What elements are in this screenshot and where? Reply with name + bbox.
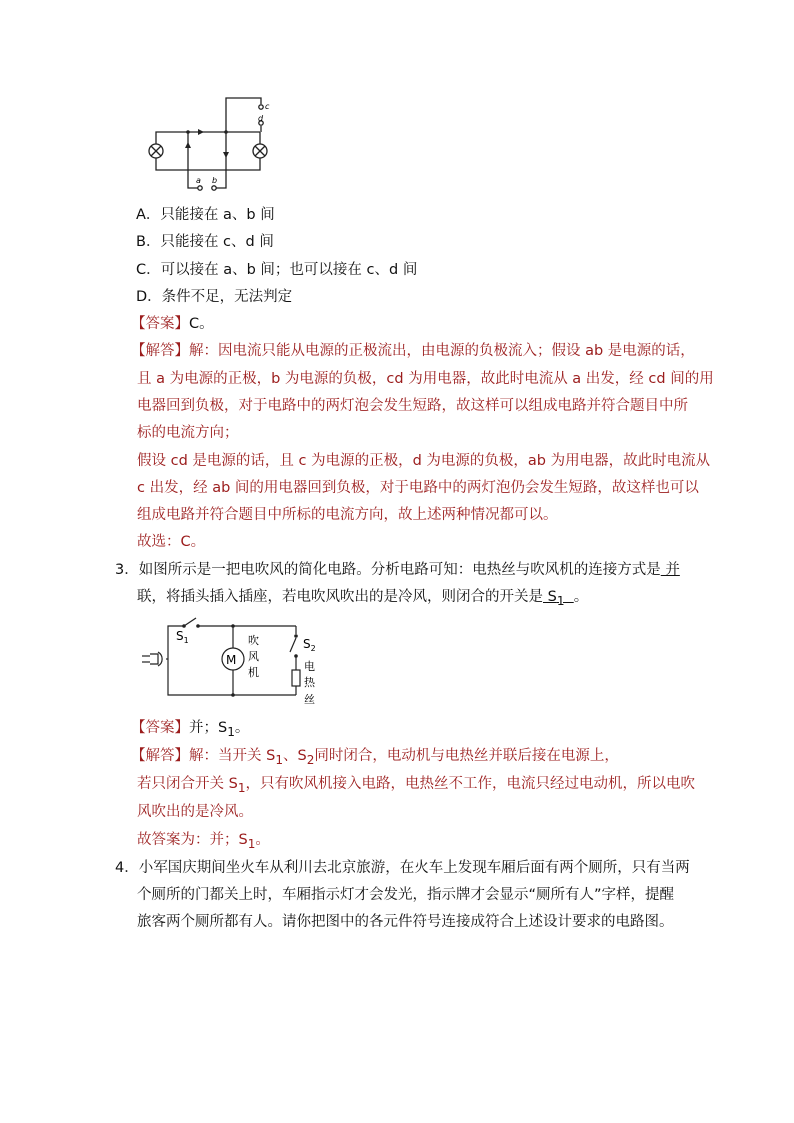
q3-number: 3． (115, 562, 139, 578)
q4-line-2: 个厕所的门都关上时，车厢指示灯才会发光，指示牌才会显示“厕所有人”字样，提醒 (137, 887, 675, 903)
q3-analysis-line-1: 【解答】解：当开关 $S_1$、$S_2$同时闭合，电动机与电热丝并联后接在电源上， (131, 748, 619, 767)
motor-label: M (226, 653, 237, 667)
answer-text: C。 (189, 316, 214, 332)
switch-s2-label: $S_2$ (303, 637, 316, 653)
label-c: c (265, 102, 270, 111)
q2-analysis-line-4: 标的电流方向； (137, 425, 239, 441)
q4-number: 4． (115, 860, 139, 876)
analysis-tag: 【解答】 (131, 343, 189, 359)
heater-label-2: 热 (304, 676, 315, 689)
option-d: D．条件不足，无法判定 (136, 289, 293, 305)
option-b: B．只能接在 c、d 间 (136, 234, 274, 250)
heater-label-1: 电 (304, 660, 315, 673)
option-a: A．只能接在 a、b 间 (136, 207, 275, 223)
label-a: a (196, 176, 201, 185)
q2-analysis-line-6: c 出发，经 ab 间的用电器回到负极，对于电路中的两灯泡仍会发生短路，故这样也可以 (137, 480, 699, 496)
q2-analysis-line-7: 组成电路并符合题目中所标的电流方向，故上述两种情况都可以。 (137, 507, 558, 523)
q2-answer (131, 315, 214, 333)
q3-blank-1: 并 (660, 562, 680, 578)
switch-s1-label: $S_1$ (176, 629, 189, 645)
q2-analysis-line-1: 【解答】解：因电流只能从电源的正极流出，由电源的负极流入；假设 ab 是电源的话， (131, 343, 695, 359)
q2-analysis-line-5: 假设 cd 是电源的话，且 c 为电源的正极，d 为电源的负极，ab 为用电器，故此时电流从 (137, 453, 711, 469)
heater-label-3: 丝 (304, 693, 315, 706)
blower-label-3: 机 (248, 666, 259, 679)
q3-line-1: 3．如图所示是一把电吹风的简化电路。分析电路可知：电热丝与吹风机的连接方式是 并 (115, 562, 680, 578)
q2-conclusion: 故选：C。 (137, 534, 206, 550)
q3-blank-2: $S_1$ (543, 589, 565, 608)
q3-line-2: 联，将插头插入插座，若电吹风吹出的是冷风，则闭合的开关是 $S_1$ 。 (137, 589, 589, 608)
q3-analysis-line-3: 风吹出的是冷风。 (137, 804, 253, 820)
q3-conclusion: 故答案为：并；$S_1$。 (137, 832, 270, 851)
circuit-figure-hairdryer (140, 612, 330, 712)
q3-analysis-line-2: 若只闭合开关 $S_1$，只有吹风机接入电路，电热丝不工作，电流只经过电动机，所以电吹 (137, 776, 696, 795)
q2-analysis-line-3: 电器回到负极，对于电路中的两灯泡会发生短路，故这样可以组成电路并符合题目中所 (137, 398, 688, 414)
answer-tag: 【答案】 (131, 316, 189, 332)
label-b: b (212, 176, 218, 185)
blower-label-1: 吹 (248, 634, 259, 647)
option-c: C．可以接在 a、b 间；也可以接在 c、d 间 (136, 262, 418, 278)
circuit-figure-lamps (140, 92, 280, 198)
q3-answer: 【答案】并；$S_1$。 (131, 720, 250, 739)
blower-label-2: 风 (248, 650, 259, 663)
q4-line-3: 旅客两个厕所都有人。请你把图中的各元件符号连接成符合上述设计要求的电路图。 (137, 914, 674, 930)
label-d: d (258, 114, 264, 123)
q2-analysis-line-2: 且 a 为电源的正极，b 为电源的负极，cd 为用电器，故此时电流从 a 出发，经 cd 间的用 (137, 371, 714, 387)
q4-line-1: 4．小军国庆期间坐火车从利川去北京旅游，在火车上发现车厢后面有两个厕所，只有当两 (115, 860, 690, 876)
